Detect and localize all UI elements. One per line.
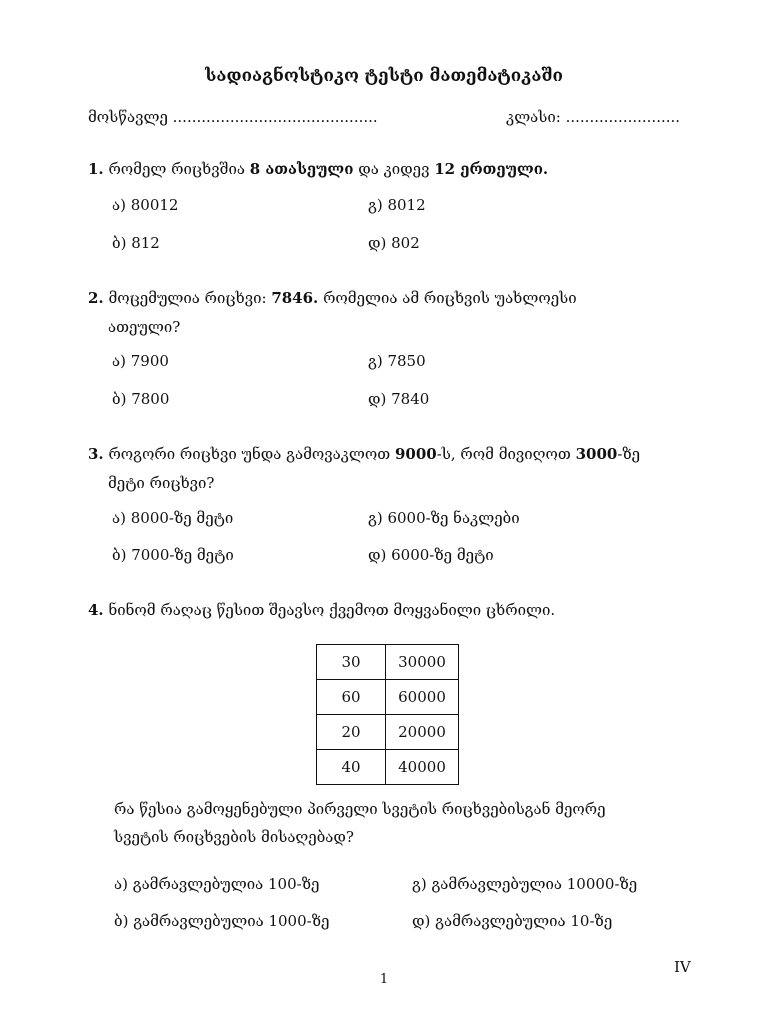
option-b: ბ) გამრავლებულია 1000-ზე (114, 912, 330, 930)
question-number: 4. (88, 601, 104, 619)
question-emphasis: 3000 (575, 445, 618, 463)
question-text: რომელ რიცხვშია (103, 160, 250, 178)
option-a: ა) 80012 (112, 196, 179, 214)
question-emphasis: 12 ერთეული. (434, 160, 549, 178)
option-a: ა) 7900 (112, 352, 169, 370)
option-b: ბ) 7000-ზე მეტი (112, 546, 234, 564)
student-name-field: მოსწავლე ........................................... (88, 108, 378, 126)
question-text: როგორი რიცხვი უნდა გამოვაკლოთ (103, 445, 395, 463)
option-d: დ) 802 (368, 234, 420, 252)
question-emphasis: 7846. (271, 289, 319, 307)
page-title: სადიაგნოსტიკო ტესტი მათემატიკაში (205, 66, 563, 86)
question-3 (88, 440, 708, 498)
page-number: 1 (379, 972, 389, 987)
question-text: -ს, რომ მივიღოთ (436, 445, 576, 463)
table-cell: 60000 (386, 680, 459, 715)
option-b: ბ) 812 (112, 234, 160, 252)
table-cell: 20 (317, 715, 386, 750)
option-g: გ) 6000-ზე ნაკლები (368, 509, 520, 527)
question-text: -ზე (617, 445, 641, 463)
question-emphasis: 8 ათასეული (249, 160, 354, 178)
question-4-subtext: სვეტის რიცხვების მისაღებად? (114, 828, 354, 846)
option-a: ა) 8000-ზე მეტი (112, 509, 234, 527)
table-row (317, 750, 459, 785)
grade-label: IV (674, 958, 691, 976)
question-1 (88, 155, 708, 184)
question-4 (88, 596, 708, 625)
rule-table (316, 644, 459, 785)
option-d: დ) 6000-ზე მეტი (368, 546, 494, 564)
table-row (317, 715, 459, 750)
option-g: გ) 7850 (368, 352, 426, 370)
option-d: დ) 7840 (368, 390, 430, 408)
option-d: დ) გამრავლებულია 10-ზე (412, 912, 613, 930)
table-row (317, 645, 459, 680)
question-4-subtext: რა წესია გამოყენებული პირველი სვეტის რიცხვებისგან მეორე (114, 800, 606, 818)
question-emphasis: 9000 (394, 445, 437, 463)
option-a: ა) გამრავლებულია 100-ზე (114, 875, 320, 893)
table-cell: 40000 (386, 750, 459, 785)
option-g: გ) 8012 (368, 196, 426, 214)
table-cell: 30 (317, 645, 386, 680)
table-cell: 20000 (386, 715, 459, 750)
question-text: და კიდევ (353, 160, 435, 178)
table-cell: 40 (317, 750, 386, 785)
question-2 (88, 284, 708, 342)
question-text: რომელია ამ რიცხვის უახლოესი (318, 289, 577, 307)
question-number: 1. (88, 160, 104, 178)
class-field: კლასი: ........................ (506, 108, 681, 126)
table-row (317, 680, 459, 715)
question-text: მოცემულია რიცხვი: (103, 289, 272, 307)
question-text: ნინომ რაღაც წესით შეავსო ქვემოთ მოყვანილი ცხრილი. (103, 601, 556, 619)
question-number: 3. (88, 445, 104, 463)
question-text: ათეული? (108, 318, 181, 336)
question-text: მეტი რიცხვი? (108, 474, 215, 492)
table-cell: 30000 (386, 645, 459, 680)
option-b: ბ) 7800 (112, 390, 170, 408)
table-cell: 60 (317, 680, 386, 715)
option-g: გ) გამრავლებულია 10000-ზე (412, 875, 638, 893)
question-number: 2. (88, 289, 104, 307)
